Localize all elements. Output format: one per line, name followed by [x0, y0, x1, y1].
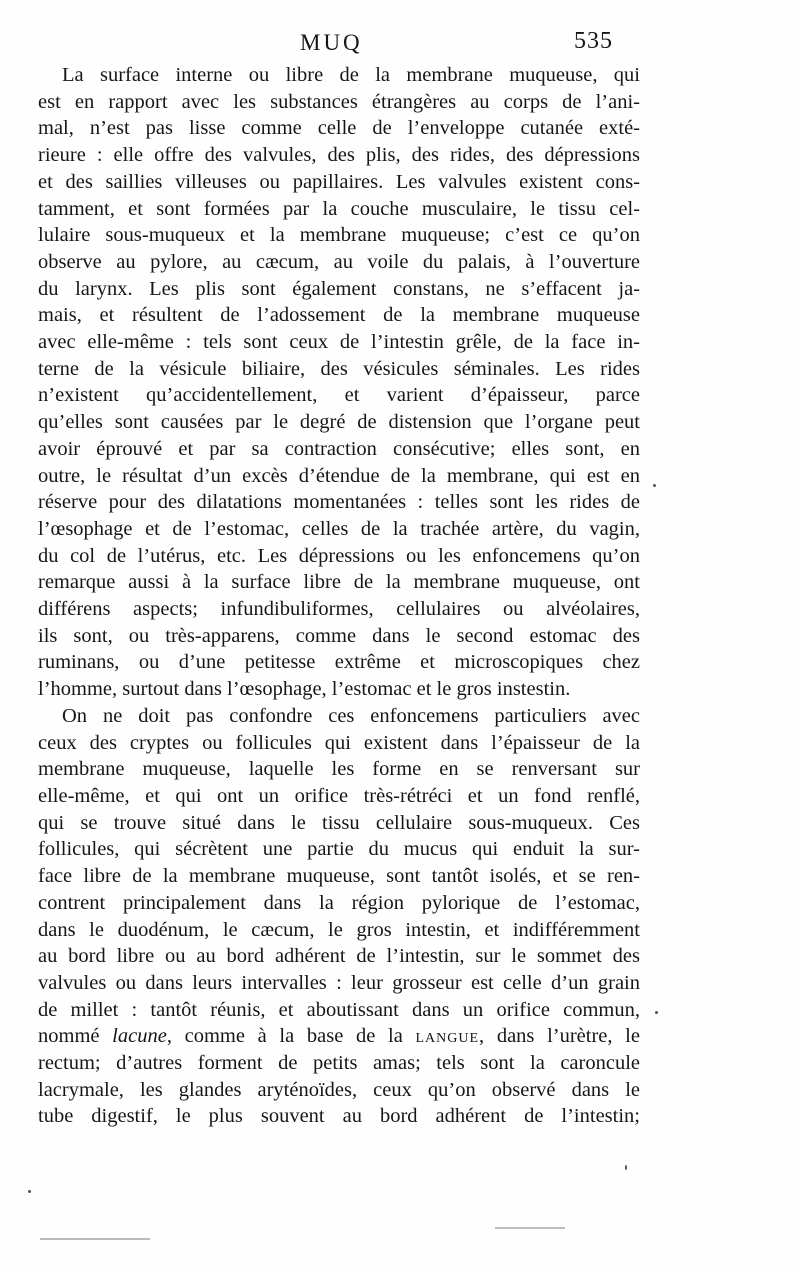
text-line: face libre de la membrane muqueuse, sont tantôt isolés, et se ren-: [38, 865, 640, 888]
text-line: rieure : elle offre des valvules, des plis, des rides, des dépressions: [38, 144, 640, 167]
text-line: membrane muqueuse, laquelle les forme en se renversant sur: [38, 758, 640, 781]
text-line: tube digestif, le plus souvent au bord adhérent de l’intestin;: [38, 1105, 640, 1128]
running-head: MUQ: [300, 30, 363, 55]
text-line: elle-même, et qui ont un orifice très-rétréci et un fond renflé,: [38, 784, 640, 807]
text-line: mal, n’est pas lisse comme celle de l’enveloppe cutanée exté-: [38, 117, 640, 140]
text-line: ruminans, ou d’une petitesse extrême et microscopiques chez: [38, 651, 640, 674]
text-fragment: , comme à la base de la: [166, 1025, 416, 1048]
text-line: réserve pour des dilatations momentanées : telles sont les rides de: [38, 491, 640, 514]
small-caps-term: langue: [415, 1025, 480, 1048]
page-number: 535: [574, 28, 613, 54]
text-line: valvules ou dans leurs intervalles : leur grosseur est celle d’un grain: [38, 971, 640, 994]
italic-term: lacune: [112, 1025, 167, 1048]
text-line: avoir éprouvé et par sa contraction consécutive; elles sont, en: [38, 437, 640, 460]
text-line: de millet : tantôt réunis, et aboutissant dans un orifice commun,: [38, 998, 640, 1021]
paragraph-1: [38, 62, 640, 703]
text-line: lacrymale, les glandes aryténoïdes, ceux qu’on observé dans le: [38, 1078, 640, 1101]
text-line: est en rapport avec les substances étrangères au corps de l’ani-: [38, 90, 640, 113]
scan-speck: [28, 1190, 31, 1193]
text-line: du larynx. Les plis sont également constans, ne s’effacent ja-: [38, 277, 640, 300]
text-line: rectum; d’autres forment de petits amas; tels sont la caroncule: [38, 1052, 640, 1075]
text-line: mais, et résultent de l’adossement de la membrane muqueuse: [38, 304, 640, 327]
scan-smudge: [40, 1238, 150, 1240]
text-line: du col de l’utérus, etc. Les dépressions ou les enfoncemens qu’on: [38, 544, 640, 567]
text-line: et des saillies villeuses ou papillaires. Les valvules existent cons-: [38, 170, 640, 193]
text-line: dans le duodénum, le cæcum, le gros intestin, et indifféremment: [38, 918, 640, 941]
body-text: [38, 62, 640, 1130]
text-line: observe au pylore, au cæcum, au voile du palais, à l’ouverture: [38, 250, 640, 273]
text-line: l’homme, surtout dans l’œsophage, l’estomac et le gros instestin.: [38, 678, 571, 701]
scan-speck: [653, 484, 656, 487]
text-line: contrent principalement dans la région pylorique de l’estomac,: [38, 891, 640, 914]
text-line: au bord libre ou au bord adhérent de l’intestin, sur le sommet des: [38, 945, 640, 968]
text-line: différens aspects; infundibuliformes, cellulaires ou alvéolaires,: [38, 598, 640, 621]
text-line: qui se trouve situé dans le tissu cellulaire sous-muqueux. Ces: [38, 811, 640, 834]
text-line: remarque aussi à la surface libre de la membrane muqueuse, ont: [38, 571, 640, 594]
text-line: terne de la vésicule biliaire, des vésicules séminales. Les rides: [38, 357, 640, 380]
scan-speck: [655, 1011, 658, 1014]
scan-smudge: [495, 1227, 565, 1229]
text-line: n’existent qu’accidentellement, et varient d’épaisseur, parce: [38, 384, 640, 407]
scan-speck: [625, 1165, 627, 1170]
text-line: qu’elles sont causées par le degré de distension que l’organe peut: [38, 411, 640, 434]
text-line: avec elle-même : tels sont ceux de l’intestin grêle, de la face in-: [38, 331, 640, 354]
text-fragment: , dans l’urètre, le: [479, 1025, 640, 1048]
text-line: La surface interne ou libre de la membrane muqueuse, qui: [62, 64, 640, 86]
text-fragment: nommé: [38, 1025, 113, 1048]
text-line: outre, le résultat d’un excès d’étendue de la membrane, qui est en: [38, 464, 640, 487]
text-line: ils sont, ou très-apparens, comme dans le second estomac des: [38, 624, 640, 647]
paragraph-2: [38, 703, 640, 1130]
text-line: On ne doit pas confondre ces enfoncemens particuliers avec: [62, 704, 640, 727]
text-line: l’œsophage et de l’estomac, celles de la trachée artère, du vagin,: [38, 517, 640, 540]
text-line: lulaire sous-muqueux et la membrane muqueuse; c’est ce qu’on: [38, 224, 640, 247]
text-line: [38, 1023, 640, 1050]
text-line: tamment, et sont formées par la couche musculaire, le tissu cel-: [38, 197, 640, 220]
text-line: follicules, qui sécrètent une partie du mucus qui enduit la sur-: [38, 838, 640, 861]
text-line: ceux des cryptes ou follicules qui existent dans l’épaisseur de la: [38, 731, 640, 754]
